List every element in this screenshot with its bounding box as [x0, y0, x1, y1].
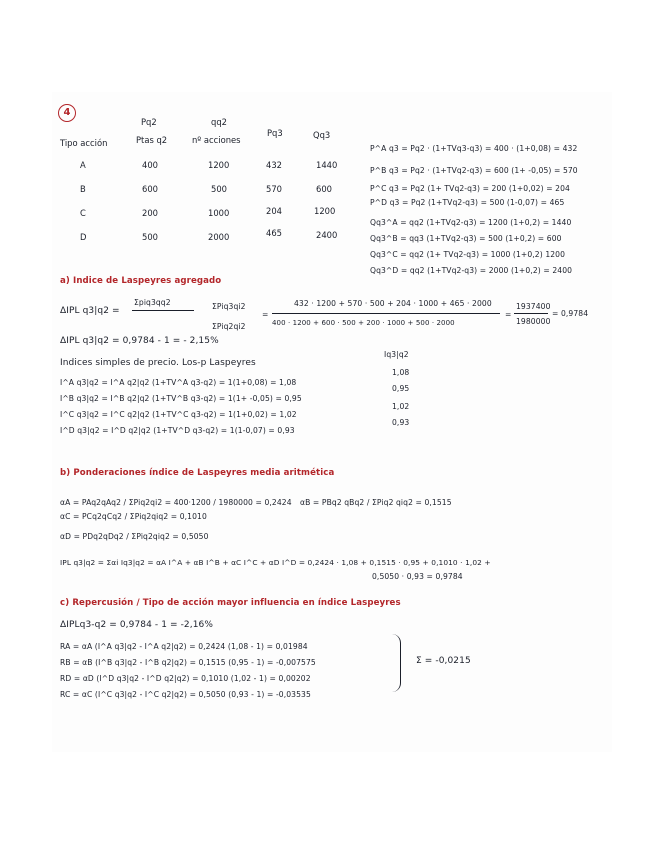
- simples-title: Indices simples de precio. Los-p Laspeyres: [60, 358, 256, 368]
- simple-d: I^D q3|q2 = I^D q2|q2 (1+TV^D q3-q2) = 1(1-0,07) = 0,93: [60, 426, 295, 435]
- simple-c: I^C q3|q2 = I^C q2|q2 (1+TV^C q3-q2) = 1(1+0,02) = 1,02: [60, 410, 297, 419]
- row-a-q3: 1440: [316, 160, 338, 170]
- frac4-denominator: 1980000: [516, 317, 551, 326]
- row-c-n: 1000: [208, 208, 230, 218]
- formula-qd: Qq3^D = qq2 (1+TVq2-q3) = 2000 (1+0,2) = 2400: [370, 266, 573, 275]
- brace: [392, 634, 401, 692]
- row-c-p: 200: [142, 208, 158, 218]
- header-nacc: nº acciones: [192, 135, 241, 145]
- formula-qc: Qq3^C = qq2 (1+ TVq2-q3) = 1000 (1+0,2) 1200: [370, 250, 566, 259]
- header-ptas-top: Pq2: [141, 117, 157, 127]
- frac2-numerator: ΣPiq3qi2: [212, 302, 246, 311]
- col-val-c: 1,02: [392, 402, 410, 411]
- alpha-a: αA = PAq2qAq2 / ΣPiq2qi2 = 400·1200 / 1980000 = 0,2424: [60, 498, 292, 507]
- row-a-n: 1200: [208, 160, 230, 170]
- formula-pc: P^C q3 = Pq2 (1+ TVq2-q3) = 200 (1+0,02) = 204: [370, 184, 570, 193]
- frac4-numerator: 1937400: [516, 302, 551, 311]
- section-c-title: c) Repercusión / Tipo de acción mayor influencia en índice Laspeyres: [60, 598, 401, 608]
- ipl-lhs: ΔIPL q3|q2 =: [60, 306, 120, 316]
- header-q93: Qq3: [313, 130, 331, 140]
- ipl-weighted-2: 0,5050 · 0,93 = 0,9784: [372, 572, 463, 581]
- formula-pd: P^D q3 = Pq2 (1+TVq2-q3) = 500 (1-0,07) = 465: [370, 198, 565, 207]
- row-c-tipo: C: [80, 208, 86, 218]
- r-b: RB = αB (I^B q3|q2 - I^B q2|q2) = 0,1515 (0,95 - 1) = -0,007575: [60, 658, 316, 667]
- col-val-a: 1,08: [392, 368, 410, 377]
- row-a-tipo: A: [80, 160, 86, 170]
- ipl-result: = 0,9784: [552, 309, 589, 318]
- frac1-numerator: Σpiq3qq2: [134, 298, 171, 307]
- section-b-title: b) Ponderaciones índice de Laspeyres media aritmética: [60, 468, 335, 478]
- frac3-numerator: 432 · 1200 + 570 · 500 + 204 · 1000 + 465 · 2000: [294, 299, 492, 308]
- header-ptas: Ptas q2: [136, 135, 168, 145]
- row-d-tipo: D: [80, 232, 87, 242]
- row-c-p3: 204: [266, 206, 282, 216]
- formula-pa: P^A q3 = Pq2 · (1+TVq3-q3) = 400 · (1+0,08) = 432: [370, 144, 578, 153]
- row-b-p: 600: [142, 184, 158, 194]
- ipl-weighted-1: IPL q3|q2 = Σαi Iq3|q2 = αA I^A + αB I^B + αC I^C + αD I^D = 0,2424 · 1,08 + 0,1515 · 0,95 + 0,1010 · 1,02 +: [60, 558, 491, 567]
- header-p93: Pq3: [267, 128, 283, 138]
- r-a: RA = αA (I^A q3|q2 - I^A q2|q2) = 0,2424 (1,08 - 1) = 0,01984: [60, 642, 308, 651]
- r-d: RD = αD (I^D q3|q2 - I^D q2|q2) = 0,1010 (1,02 - 1) = 0,00202: [60, 674, 311, 683]
- frac3-denominator: 400 · 1200 + 600 · 500 + 200 · 1000 + 500 · 2000: [272, 319, 455, 327]
- row-b-q3: 600: [316, 184, 332, 194]
- col-head: Iq3|q2: [384, 350, 409, 359]
- row-c-q3: 1200: [314, 206, 336, 216]
- alpha-b: αB = PBq2 qBq2 / ΣPiq2 qiq2 = 0,1515: [300, 498, 452, 507]
- row-b-n: 500: [211, 184, 227, 194]
- row-a-p3: 432: [266, 160, 282, 170]
- row-d-n: 2000: [208, 232, 230, 242]
- row-d-p: 500: [142, 232, 158, 242]
- header-nacc-top: qq2: [211, 117, 227, 127]
- col-val-b: 0,95: [392, 384, 410, 393]
- row-b-p3: 570: [266, 184, 282, 194]
- col-val-d: 0,93: [392, 418, 410, 427]
- alpha-c: αC = PCq2qCq2 / ΣPiq2qiq2 = 0,1010: [60, 512, 207, 521]
- sum-result: Σ = -0,0215: [416, 656, 471, 666]
- alpha-d: αD = PDq2qDq2 / ΣPiq2qiq2 = 0,5050: [60, 532, 209, 541]
- formula-pb: P^B q3 = Pq2 · (1+TVq2-q3) = 600 (1+ -0,05) = 570: [370, 166, 578, 175]
- delta-ipl-line: ΔIPL q3|q2 = 0,9784 - 1 = - 2,15%: [60, 336, 219, 346]
- exercise-number: 4: [58, 104, 76, 122]
- section-a-title: a) Indice de Laspeyres agregado: [60, 276, 222, 286]
- simple-b: I^B q3|q2 = I^B q2|q2 (1+TV^B q3-q2) = 1(1+ -0,05) = 0,95: [60, 394, 302, 403]
- r-c: RC = αC (I^C q3|q2 - I^C q2|q2) = 0,5050 (0,93 - 1) = -0,03535: [60, 690, 311, 699]
- formula-qa: Qq3^A = qq2 (1+TVq2-q3) = 1200 (1+0,2) = 1440: [370, 218, 572, 227]
- delta-line-c: ΔIPLq3-q2 = 0,9784 - 1 = -2,16%: [60, 620, 214, 630]
- row-b-tipo: B: [80, 184, 86, 194]
- row-d-p3: 465: [266, 228, 282, 238]
- frac2-denominator: ΣPiq2qi2: [212, 322, 246, 331]
- header-tipo: Tipo acción: [60, 138, 108, 148]
- simple-a: I^A q3|q2 = I^A q2|q2 (1+TV^A q3-q2) = 1(1+0,08) = 1,08: [60, 378, 297, 387]
- row-a-p: 400: [142, 160, 158, 170]
- row-d-q3: 2400: [316, 230, 338, 240]
- formula-qb: Qq3^B = qq3 (1+TVq2-q3) = 500 (1+0,2) = 600: [370, 234, 562, 243]
